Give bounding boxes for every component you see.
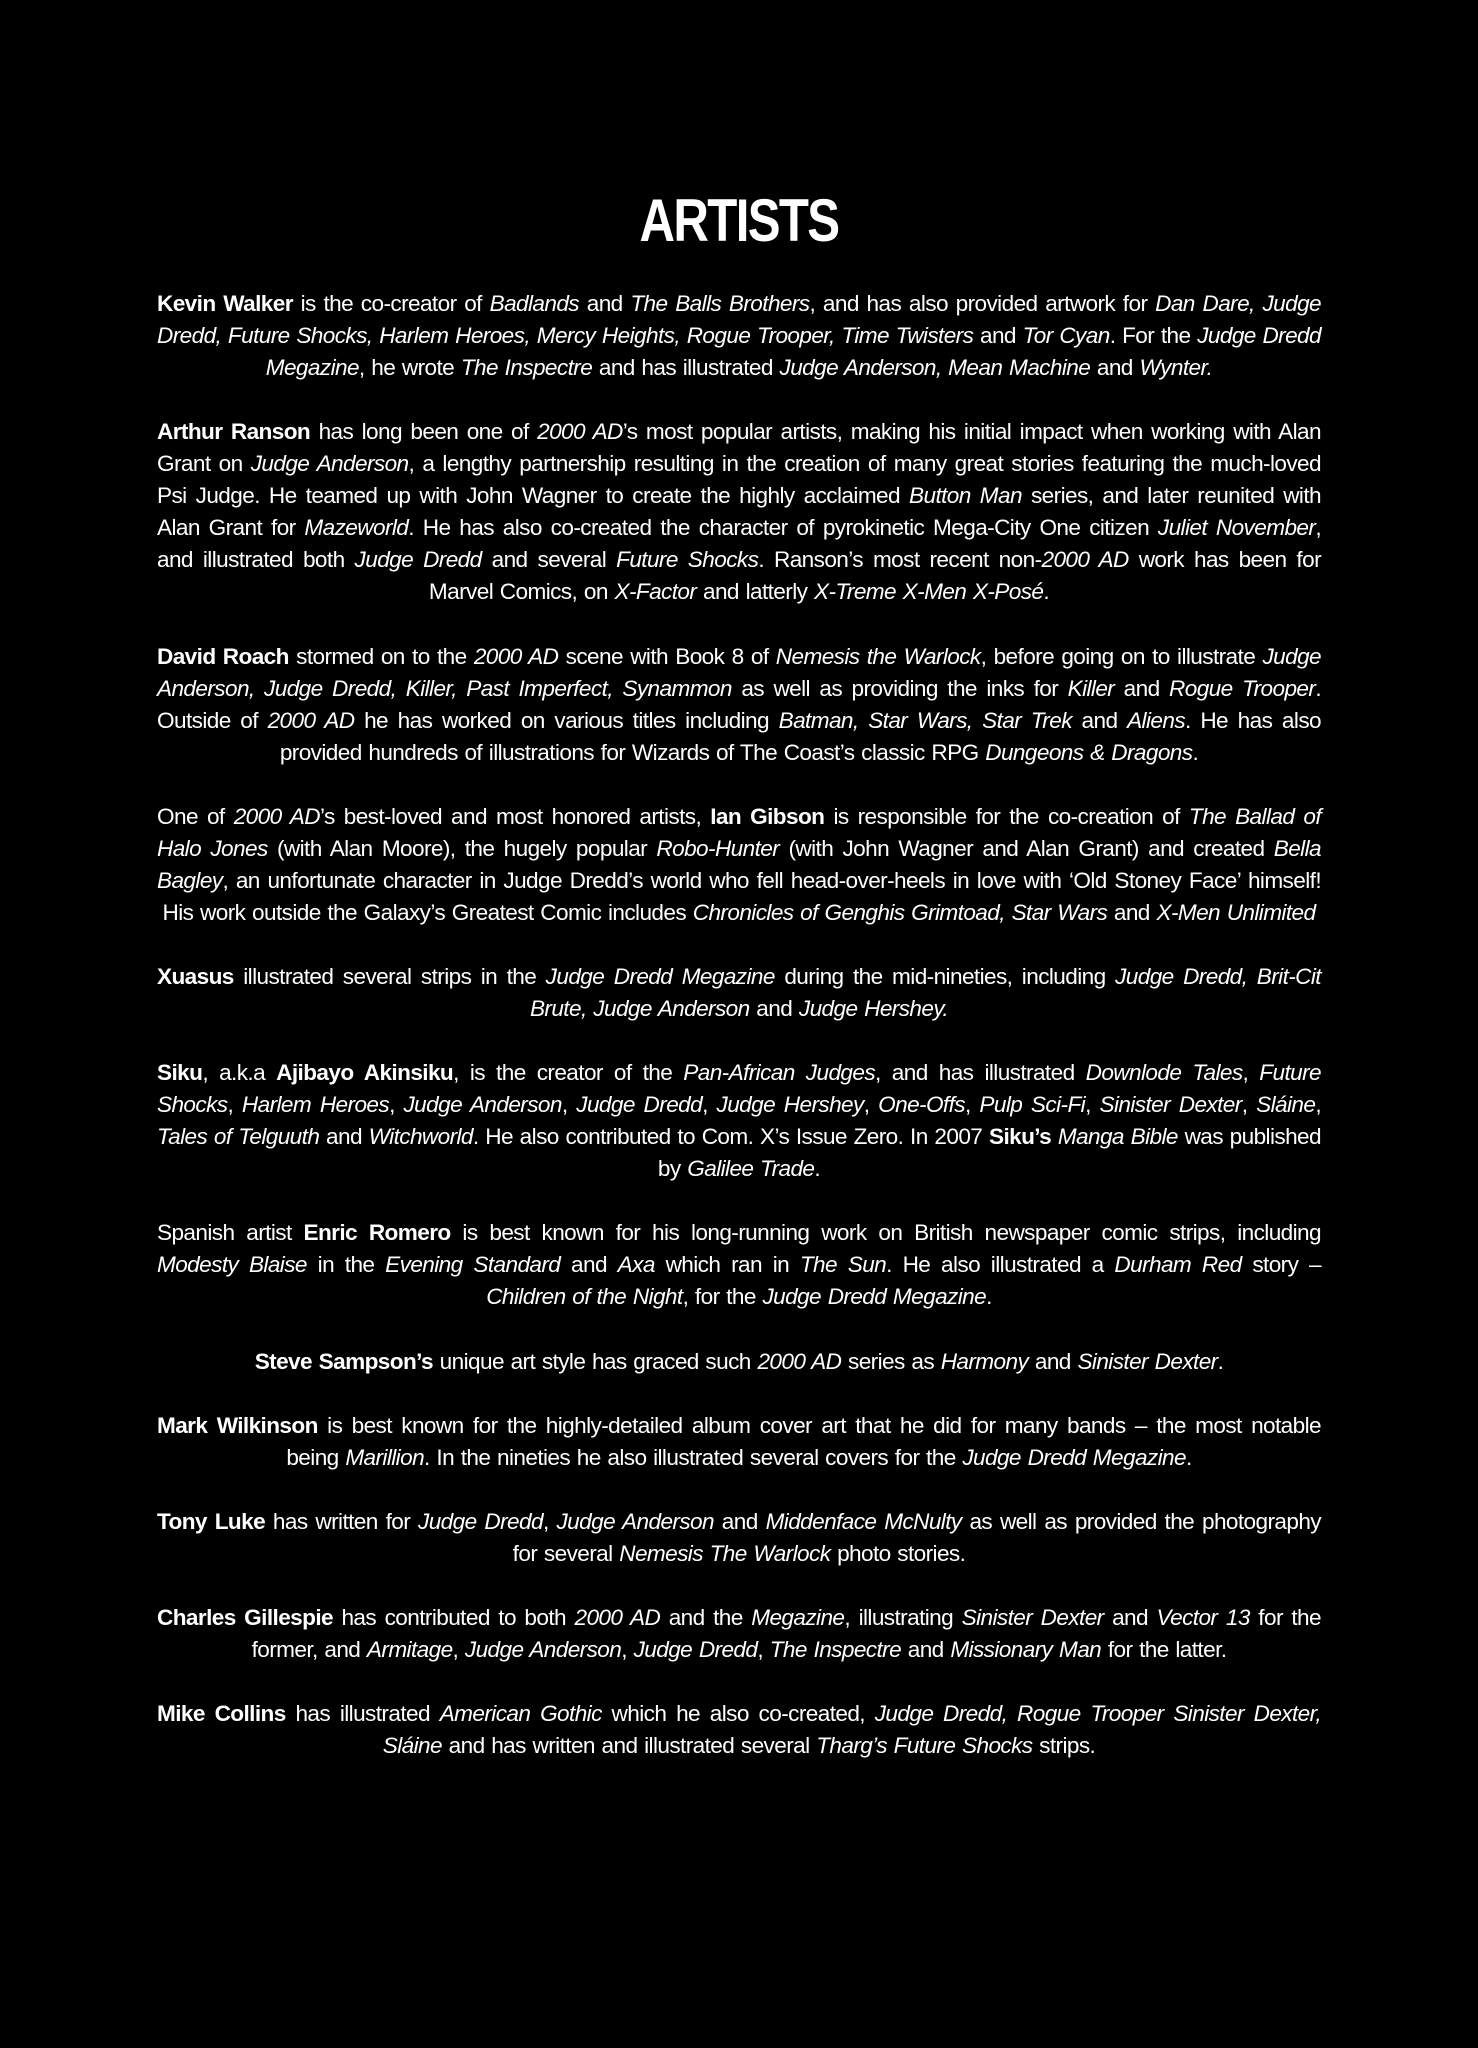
title-reference: Sláine bbox=[1256, 1092, 1316, 1118]
title-reference: Missionary Man bbox=[950, 1636, 1102, 1662]
title-reference: The Sun bbox=[799, 1252, 887, 1278]
title-reference: Marillion bbox=[345, 1444, 425, 1470]
title-reference: Nemesis The Warlock bbox=[619, 1540, 831, 1566]
title-reference: Judge Anderson bbox=[250, 451, 409, 477]
artist-name: Xuasus bbox=[157, 963, 234, 989]
artist-name: Charles Gillespie bbox=[157, 1604, 333, 1630]
title-reference: Sinister Dexter bbox=[961, 1604, 1104, 1630]
title-reference: Tharg’s Future Shocks bbox=[816, 1733, 1033, 1759]
title-reference: Future Shocks bbox=[616, 547, 759, 573]
title-reference: Judge Anderson, Judge Dredd, Killer, Past Imperfect, Synammon bbox=[157, 643, 1321, 701]
title-reference: Chronicles of Genghis Grimtoad, Star Wars bbox=[692, 899, 1108, 925]
title-reference: 2000 AD bbox=[537, 419, 623, 445]
title-reference: 2000 AD bbox=[574, 1604, 661, 1630]
title-reference: Judge Anderson bbox=[464, 1636, 622, 1662]
title-reference: Durham Red bbox=[1114, 1252, 1242, 1278]
artist-name: Siku’s bbox=[988, 1124, 1052, 1150]
title-reference: Robo-Hunter bbox=[656, 835, 780, 861]
bio-mark-wilkinson: Mark Wilkinson is best known for the highly-detailed album cover art that he did for many bands – the most notable being Marillion. In the nineties he also illustrated several covers for the Judge Dredd Megazine. bbox=[157, 1412, 1321, 1470]
title-reference: Vector 13 bbox=[1156, 1604, 1250, 1630]
title-reference: X-Factor bbox=[614, 579, 697, 605]
artist-name: Siku bbox=[157, 1060, 203, 1086]
artist-name: Kevin Walker bbox=[157, 291, 293, 316]
title-reference: Nemesis the Warlock bbox=[775, 643, 981, 669]
title-reference: Pan-African Judges bbox=[683, 1060, 876, 1086]
title-reference: Aliens bbox=[1127, 707, 1186, 733]
bio-ian-gibson: One of 2000 AD’s best-loved and most honored artists, Ian Gibson is responsible for the co-creation of The Ballad of Halo Jones (with Alan Moore), the hugely popular Robo-Hunter (with John Wagner and Alan Grant) and created Bella Bagley, an unfortunate character in Judge Dredd’s world who fell head-over-heels in love with ‘Old Stoney Face’ himself! His work outside the Galaxy’s Greatest Comic includes Chronicles of Genghis Grimtoad, Star Wars and X-Men Unlimited bbox=[157, 803, 1322, 925]
artist-name: Ian Gibson bbox=[710, 803, 825, 829]
title-reference: Judge Hershey bbox=[716, 1092, 864, 1118]
title-reference: Witchworld bbox=[368, 1124, 473, 1150]
title-reference: Badlands bbox=[489, 291, 580, 316]
title-reference: Middenface McNulty bbox=[765, 1508, 962, 1534]
title-reference: Mazeworld bbox=[304, 515, 409, 541]
title-reference: Judge Dredd bbox=[354, 547, 482, 573]
title-reference: Judge Dredd Megazine bbox=[265, 323, 1321, 381]
title-reference: The Inspectre bbox=[460, 355, 593, 381]
title-reference: Judge Dredd bbox=[633, 1636, 758, 1662]
title-reference: X-Treme X-Men X-Posé bbox=[814, 579, 1044, 605]
title-reference: Axa bbox=[617, 1252, 655, 1278]
bio-charles-gillespie: Charles Gillespie has contributed to both 2000 AD and the Megazine, illustrating Sinister Dexter and Vector 13 for the former, and Armitage, Judge Anderson, Judge Dredd, The Inspectre and Missionary Man for the latter. bbox=[157, 1604, 1321, 1662]
title-reference: Harmony bbox=[940, 1348, 1029, 1374]
title-reference: Children of the Night bbox=[486, 1284, 683, 1310]
title-reference: Armitage bbox=[366, 1636, 453, 1662]
title-reference: 2000 AD bbox=[757, 1348, 842, 1374]
title-reference: Manga Bible bbox=[1057, 1124, 1178, 1150]
artist-name: Steve Sampson’s bbox=[254, 1348, 433, 1374]
artist-name: Enric Romero bbox=[303, 1220, 451, 1246]
title-reference: 2000 AD bbox=[1041, 547, 1129, 573]
bio-arthur-ranson: Arthur Ranson has long been one of 2000 AD’s most popular artists, making his initial impact when working with Alan Grant on Judge Anderson, a lengthy partnership resulting in the creation of many great stories featuring the much-loved Psi Judge. He teamed up with John Wagner to create the highly acclaimed Button Man series, and later reunited with Alan Grant for Mazeworld. He has also co-created the character of pyrokinetic Mega-City One citizen Juliet November, and illustrated both Judge Dredd and several Future Shocks. Ranson’s most recent non-2000 AD work has been for Marvel Comics, on X-Factor and latterly X-Treme X-Men X-Posé. bbox=[157, 419, 1322, 605]
title-reference: Tor Cyan bbox=[1022, 323, 1110, 349]
title-reference: 2000 AD bbox=[267, 707, 355, 733]
title-reference: One-Offs bbox=[878, 1092, 965, 1118]
title-reference: The Ballad of Halo Jones bbox=[157, 803, 1322, 861]
bio-steve-sampson: Steve Sampson’s unique art style has graced such 2000 AD series as Harmony and Sinister Dexter. bbox=[254, 1348, 1224, 1374]
title-reference: Downlode Tales bbox=[1085, 1060, 1243, 1086]
title-reference: Sinister Dexter bbox=[1077, 1348, 1218, 1374]
bio-david-roach: David Roach stormed on to the 2000 AD scene with Book 8 of Nemesis the Warlock, before going on to illustrate Judge Anderson, Judge Dredd, Killer, Past Imperfect, Synammon as well as providing the inks for Killer and Rogue Trooper. Outside of 2000 AD he has worked on various titles including Batman, Star Wars, Star Trek and Aliens. He has also provided hundreds of illustrations for Wizards of The Coast’s classic RPG Dungeons & Dragons. bbox=[157, 643, 1321, 765]
bio-xuasus: Xuasus illustrated several strips in the Judge Dredd Megazine during the mid-nineties, including Judge Dredd, Brit-Cit Brute, Judge Anderson and Judge Hershey. bbox=[157, 963, 1321, 1022]
title-reference: Evening Standard bbox=[385, 1252, 561, 1278]
title-reference: Dan Dare, Judge Dredd, Future Shocks, Harlem Heroes, Mercy Heights, Rogue Trooper, Time Twisters bbox=[157, 291, 1322, 349]
artist-name: Ajibayo Akinsiku bbox=[276, 1060, 454, 1086]
artist-name: Tony Luke bbox=[157, 1508, 266, 1534]
title-reference: Judge Hershey. bbox=[798, 996, 949, 1022]
title-reference: Button Man bbox=[909, 483, 1022, 509]
title-reference: Judge Dredd, Brit-Cit Brute, Judge Anderson bbox=[529, 963, 1321, 1022]
title-reference: The Inspectre bbox=[769, 1636, 902, 1662]
title-reference: 2000 AD bbox=[473, 643, 559, 669]
title-reference: Galilee Trade bbox=[687, 1156, 815, 1182]
artist-name: Mike Collins bbox=[157, 1701, 286, 1727]
title-reference: Judge Anderson bbox=[403, 1092, 562, 1118]
artist-name: David Roach bbox=[157, 643, 289, 669]
title-reference: Pulp Sci-Fi bbox=[979, 1092, 1086, 1118]
bio-mike-collins: Mike Collins has illustrated American Gothic which he also co-created, Judge Dredd, Rogue Trooper Sinister Dexter, Sláine and has written and illustrated several Tharg’s Future Shocks strips. bbox=[157, 1701, 1322, 1759]
title-reference: Dungeons & Dragons bbox=[985, 739, 1193, 765]
title-reference: Tales of Telguuth bbox=[157, 1124, 320, 1150]
title-reference: Judge Dredd bbox=[418, 1508, 543, 1534]
title-reference: Batman, Star Wars, Star Trek bbox=[778, 707, 1072, 733]
title-reference: Bella Bagley bbox=[157, 835, 1321, 893]
title-reference: X-Men Unlimited bbox=[1156, 899, 1316, 925]
title-reference: Wynter. bbox=[1139, 355, 1213, 381]
artist-bios bbox=[157, 288, 1321, 1794]
title-reference: Judge Dredd, Rogue Trooper Sinister Dexter, Sláine bbox=[382, 1701, 1322, 1759]
page-title: ARTISTS bbox=[639, 187, 839, 254]
title-reference: Judge Dredd Megazine bbox=[545, 963, 775, 989]
title-reference: Judge Dredd Megazine bbox=[762, 1284, 987, 1310]
title-reference: Rogue Trooper bbox=[1169, 675, 1316, 701]
artist-name: Mark Wilkinson bbox=[157, 1412, 318, 1438]
title-reference: 2000 AD bbox=[233, 803, 320, 829]
title-reference: Juliet November bbox=[1157, 515, 1316, 541]
bio-kevin-walker: Kevin Walker is the co-creator of Badlands and The Balls Brothers, and has also provided artwork for Dan Dare, Judge Dredd, Future Shocks, Harlem Heroes, Mercy Heights, Rogue Trooper, Time Twisters and Tor Cyan. For the Judge Dredd Megazine, he wrote The Inspectre and has illustrated Judge Anderson, Mean Machine and Wynter. bbox=[157, 291, 1322, 381]
title-reference: Judge Anderson bbox=[556, 1508, 714, 1534]
title-reference: Sinister Dexter bbox=[1099, 1092, 1242, 1118]
title-reference: Killer bbox=[1067, 675, 1115, 701]
bio-enric-romero: Spanish artist Enric Romero is best known for his long-running work on British newspaper comic strips, including Modesty Blaise in the Evening Standard and Axa which ran in The Sun. He also illustrated a Durham Red story – Children of the Night, for the Judge Dredd Megazine. bbox=[157, 1220, 1321, 1310]
title-reference: Judge Dredd bbox=[576, 1092, 703, 1118]
title-reference: Future Shocks bbox=[157, 1060, 1321, 1118]
title-reference: Megazine bbox=[751, 1604, 845, 1630]
bio-siku: Siku, a.k.a Ajibayo Akinsiku, is the creator of the Pan-African Judges, and has illustrated Downlode Tales, Future Shocks, Harlem Heroes, Judge Anderson, Judge Dredd, Judge Hershey, One-Offs, Pulp Sci-Fi, Sinister Dexter, Sláine, Tales of Telguuth and Witchworld. He also contributed to Com. X’s Issue Zero. In 2007 Siku’s Manga Bible was published by Galilee Trade. bbox=[157, 1060, 1322, 1182]
artist-name: Arthur Ranson bbox=[157, 419, 311, 445]
title-reference: The Balls Brothers bbox=[630, 291, 810, 316]
bio-tony-luke: Tony Luke has written for Judge Dredd, Judge Anderson and Middenface McNulty as well as provided the photography for several Nemesis The Warlock photo stories. bbox=[157, 1508, 1322, 1566]
title-reference: Judge Anderson, Mean Machine bbox=[779, 355, 1091, 381]
title-reference: Harlem Heroes bbox=[241, 1092, 390, 1118]
title-reference: Judge Dredd Megazine bbox=[962, 1444, 1186, 1470]
title-reference: American Gothic bbox=[439, 1701, 602, 1727]
title-reference: Modesty Blaise bbox=[157, 1252, 307, 1278]
